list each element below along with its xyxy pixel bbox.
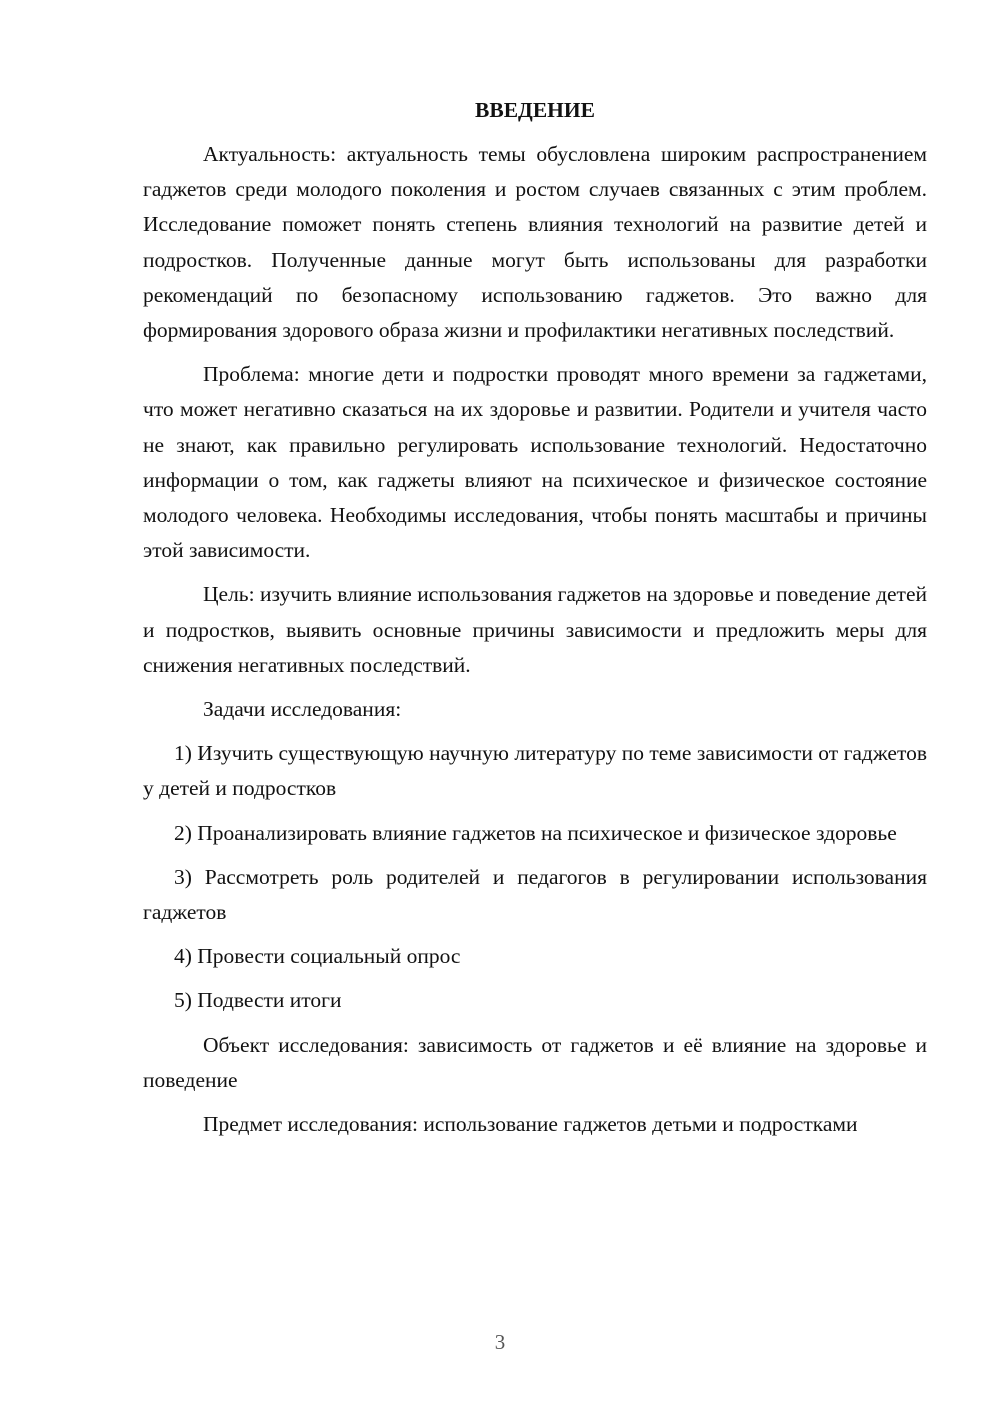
object-paragraph: Объект исследования: зависимость от гаджетов и её влияние на здоровье и поведение [143,1032,927,1092]
goal-paragraph: Цель: изучить влияние использования гаджетов на здоровье и поведение детей и подростков, выявить основные причины зависимости и предложить меры для снижения негативных последствий. [143,582,927,677]
subject-paragraph: Предмет исследования: использование гаджетов детьми и подростками [203,1112,858,1137]
task-item: 4) Провести социальный опрос [174,944,461,969]
task-item: 3) Рассмотреть роль родителей и педагогов в регулировании использования гаджетов [143,864,927,925]
task-item: 5) Подвести итоги [174,988,342,1013]
section-title: ВВЕДЕНИЕ [475,98,595,122]
relevance-paragraph: Актуальность: актуальность темы обусловлена широким распространением гаджетов среди молодого поколения и ростом случаев связанных с этим проблем. Исследование поможет понять степень влияния технологий на развитие детей и подростков. Полученные данные могут быть использованы для разработки рекомендаций по безопасному использованию гаджетов. Это важно для формирования здорового образа жизни и профилактики негативных последствий. [143,142,927,343]
task-item: 2) Проанализировать влияние гаджетов на психическое и физическое здоровье [174,820,897,845]
problem-paragraph: Проблема: многие дети и подростки проводят много времени за гаджетами, что может негативно сказаться на их здоровье и развитии. Родители и учителя часто не знают, как правильно регулировать использование технологий. Недостаточно информации о том, как гаджеты влияют на психическое и физическое состояние молодого человека. Необходимы исследования, чтобы понять масштабы и причины этой зависимости. [143,362,927,563]
tasks-heading: Задачи исследования: [203,697,402,722]
page-number: 3 [494,1330,506,1354]
document-page [143,93,927,1151]
task-item: 1) Изучить существующую научную литературу по теме зависимости от гаджетов у детей и подростков [143,741,927,801]
